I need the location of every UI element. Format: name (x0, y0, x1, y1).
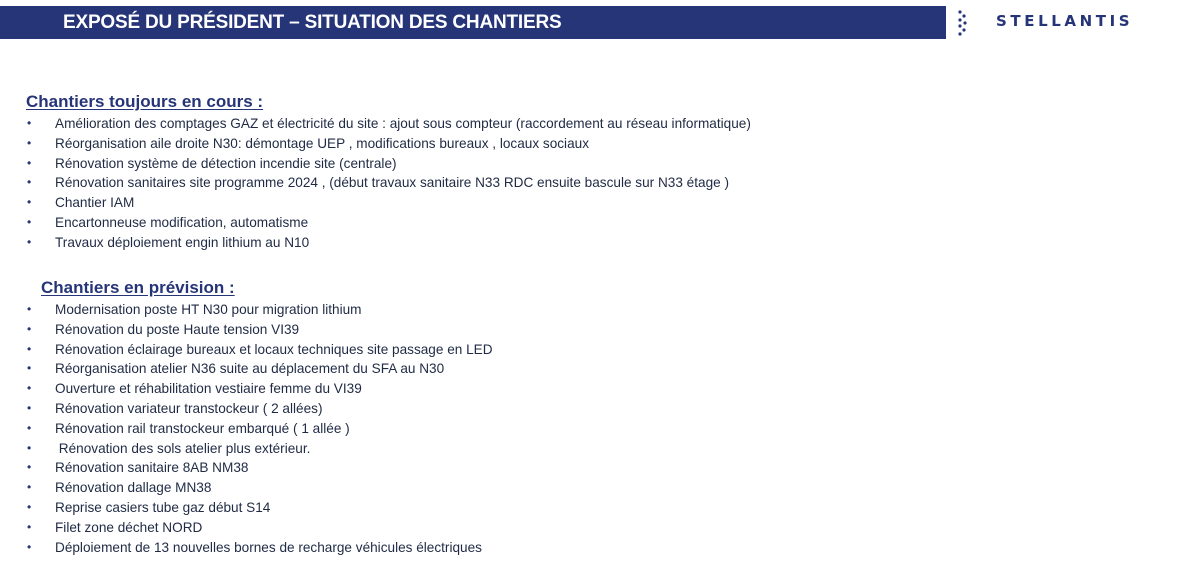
bullet-icon: • (27, 480, 32, 495)
list-item (0, 193, 1180, 213)
list-item-text: Modernisation poste HT N30 pour migration lithium (55, 302, 362, 317)
stellantis-logo: STELLANTIS (996, 12, 1134, 30)
list-item-text: Ouverture et réhabilitation vestiaire femme du VI39 (55, 381, 362, 397)
bullet-icon: • (27, 460, 32, 475)
bullet-icon: • (27, 499, 32, 514)
list-item-text: Reprise casiers tube gaz début S14 (55, 499, 271, 515)
bullet-icon: • (27, 234, 32, 249)
bullet-icon: • (27, 381, 32, 396)
list-item (0, 538, 1180, 558)
list-item (0, 359, 1180, 379)
list-item-text: Rénovation sanitaires site programme 2024 , (début travaux sanitaire N33 RDC ensuite bascule sur N33 étage ) (55, 175, 729, 191)
list-item (0, 300, 1180, 320)
stellantis-logo-mark-icon (956, 8, 970, 38)
list-item (0, 458, 1180, 478)
list-item-text: Rénovation rail transtockeur embarqué ( 1 allée ) (55, 420, 350, 436)
list-item-text: Rénovation sanitaire 8AB NM38 (55, 460, 249, 476)
list-item (0, 419, 1180, 439)
bullet-icon: • (27, 341, 32, 356)
list-item (0, 213, 1180, 233)
list-item-text: Rénovation éclairage bureaux et locaux techniques site passage en LED (55, 341, 493, 357)
list-item (0, 134, 1180, 154)
list-item (0, 498, 1180, 518)
list-item (0, 379, 1180, 399)
list-item-text: Encartonneuse modification, automatisme (55, 214, 309, 230)
list-item-text: Réorganisation atelier N36 suite au déplacement du SFA au N30 (55, 361, 445, 377)
list-item (0, 233, 1180, 253)
list-item-text: Rénovation des sols atelier plus extérieur. (55, 440, 311, 456)
bullet-icon: • (27, 214, 32, 229)
list-item (0, 320, 1180, 340)
list-item (0, 154, 1180, 174)
list-item (0, 399, 1180, 419)
bullet-icon: • (27, 195, 32, 210)
bullet-icon: • (27, 519, 32, 534)
bullet-icon: • (27, 400, 32, 415)
list-item-text: Réorganisation aile droite N30: démontage UEP , modifications bureaux , locaux sociaux (55, 135, 589, 151)
list-item (0, 340, 1180, 360)
list-item (0, 114, 1180, 134)
bullet-icon: • (27, 116, 32, 130)
list-item-text: Amélioration des comptages GAZ et électricité du site : ajout sous compteur (raccordement au réseau informatique) (55, 116, 751, 131)
list-item-text: Rénovation dallage MN38 (55, 480, 212, 496)
planned-works-list (0, 300, 1180, 557)
bullet-icon: • (27, 361, 32, 376)
list-item-text: Rénovation variateur transtockeur ( 2 allées) (55, 400, 323, 416)
bullet-icon: • (27, 321, 32, 336)
list-item-text: Déploiement de 13 nouvelles bornes de recharge véhicules électriques (55, 539, 482, 555)
current-works-list (0, 114, 1180, 253)
list-item (0, 173, 1180, 193)
list-item-text: Rénovation du poste Haute tension VI39 (55, 321, 300, 337)
list-item-text: Travaux déploiement engin lithium au N10 (55, 234, 310, 250)
list-item (0, 478, 1180, 498)
bullet-icon: • (27, 539, 32, 554)
list-item-text: Filet zone déchet NORD (55, 519, 203, 535)
bullet-icon: • (27, 135, 32, 150)
section-title-planned: Chantiers en prévision : (41, 278, 235, 297)
list-item (0, 518, 1180, 538)
section-title-current: Chantiers toujours en cours : (26, 92, 264, 111)
list-item-text: Chantier IAM (55, 195, 135, 211)
bullet-icon: • (27, 175, 32, 190)
bullet-icon: • (27, 420, 32, 435)
list-item-text: Rénovation système de détection incendie site (centrale) (55, 155, 397, 171)
list-item (0, 439, 1180, 459)
header-band (0, 6, 946, 39)
bullet-icon: • (27, 155, 32, 170)
bullet-icon: • (27, 440, 32, 455)
page-title: EXPOSÉ DU PRÉSIDENT – SITUATION DES CHANTIERS (63, 11, 562, 33)
bullet-icon: • (27, 302, 32, 316)
